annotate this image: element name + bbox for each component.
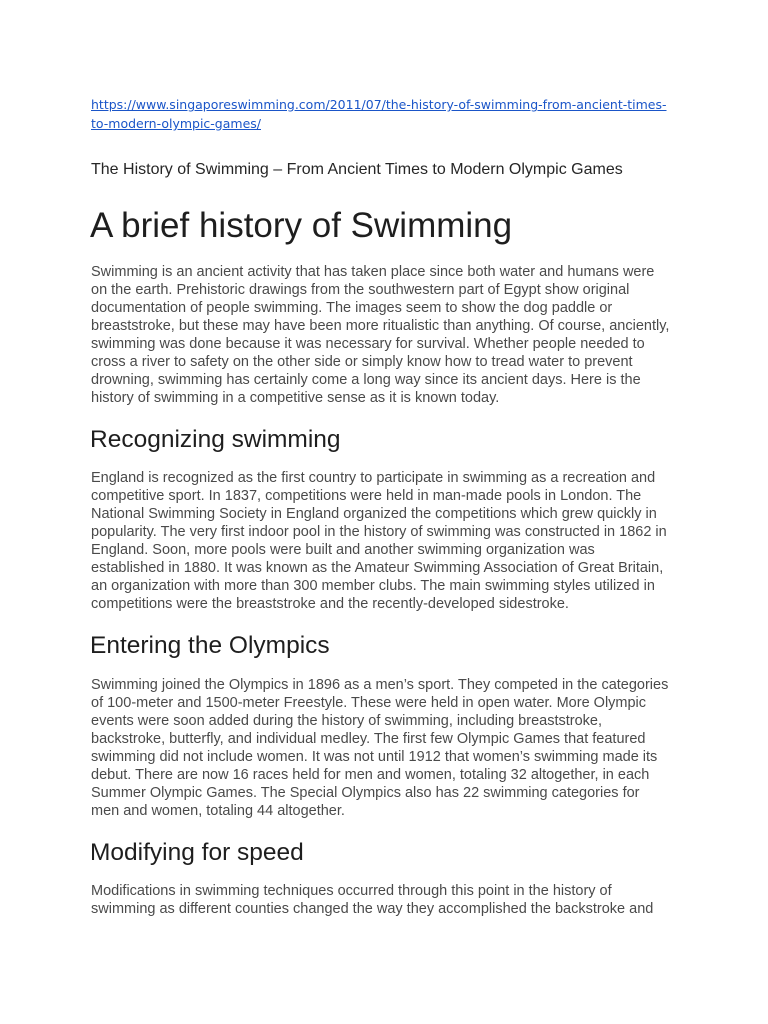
page-title: A brief history of Swimming xyxy=(90,206,513,245)
section-paragraph-olympics: Swimming joined the Olympics in 1896 as a men’s sport. They competed in the categories of 100-meter and 1500-meter Freestyle. These were held in open water. More Olympic events were soon added during the history of swimming, including breaststroke, backstroke, butterfly, and individual medley. The first few Olympic Games that featured swimming did not include women. It was not until 1912 that women’s swimming made its debut. There are now 16 races held for men and women, totaling 32 altogether, in each Summer Olympic Games. The Special Olympics also has 22 swimming categories for men and women, totaling 44 altogether. xyxy=(91,677,669,819)
source-link[interactable]: https://www.singaporeswimming.com/2011/07/the-history-of-swimming-from-ancient-times-to-modern-olympic-games/ xyxy=(91,97,667,131)
intro-paragraph: Swimming is an ancient activity that has taken place since both water and humans were on the earth. Prehistoric drawings from the southwestern part of Egypt show original documentation of people swimming. The images seem to show the dog paddle or breaststroke, but these may have been more ritualistic than anything. Of course, anciently, swimming was done because it was necessary for survival. Whether people needed to cross a river to safety on the other side or simply know how to tread water to prevent drowning, swimming has certainly come a long way since its ancient days. Here is the history of swimming in a competitive sense as it is known today. xyxy=(91,264,670,406)
section-heading-olympics: Entering the Olympics xyxy=(90,632,330,659)
page-subtitle: The History of Swimming – From Ancient Times to Modern Olympic Games xyxy=(91,161,623,178)
section-heading-speed: Modifying for speed xyxy=(90,839,304,866)
section-paragraph-recognizing: England is recognized as the first country to participate in swimming as a recreation and competitive sport. In 1837, competitions were held in man-made pools in London. The National Swimming Society in England organized the competitions which grew quickly in popularity. The very first indoor pool in the history of swimming was constructed in 1862 in England. Soon, more pools were built and another swimming organization was established in 1880. It was known as the Amateur Swimming Association of Great Britain, an organization with more than 300 member clubs. The main swimming styles utilized in competitions were the breaststroke and the recently-developed sidestroke. xyxy=(91,470,667,612)
section-heading-recognizing: Recognizing swimming xyxy=(90,426,341,453)
section-paragraph-speed: Modifications in swimming techniques occurred through this point in the history of swimming as different counties changed the way they accomplished the backstroke and xyxy=(91,883,654,917)
